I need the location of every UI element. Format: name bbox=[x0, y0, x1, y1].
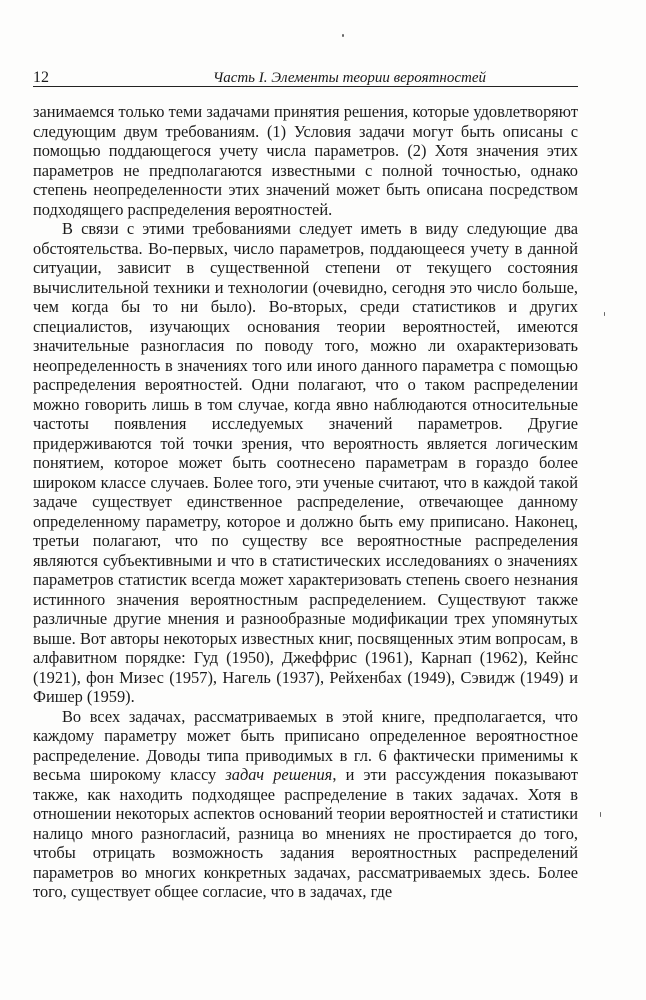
print-speck bbox=[604, 312, 605, 316]
body-text bbox=[33, 102, 578, 902]
chapter-title: Часть I. Элементы теории вероятностей bbox=[212, 70, 486, 86]
paragraph-requirements: В связи с этими требованиями следует иметь в виду следующие два обстоятельства. Во-первых, число параметров, поддающееся учету в данной ситуации, зависит в существенной степени от текущего состояния вычислительной техники и технологии (очевидно, сегодня это число больше, чем когда бы то ни было). Во-вторых, среди статистиков и других специалистов, изучающих основания теории вероятностей, имеются значительные разногласия по поводу того, можно ли охарактеризовать неопределенность в значениях того или иного данного параметра с помощью распределения вероятностей. Одни полагают, что о таком распределении можно говорить лишь в том случае, когда явно наблюдаются относительные частоты появления исследуемых значений параметров. Другие придерживаются той точки зрения, что вероятность является логическим понятием, которое может быть соотнесено параметрам в гораздо более широком классе случаев. Более того, эти ученые считают, что в каждой такой задаче существует единственное распределение, отвечающее данному определенному параметру, которое и должно быть ему приписано. Наконец, третьи полагают, что по существу все вероятностные распределения являются субъективными и что в статистических исследованиях о значениях параметров статистик всегда может характеризовать степень своего незнания истинного значения вероятностным распределением. Существуют также различные другие мнения и разнообразные модификации трех упомянутых выше. Вот авторы некоторых известных книг, посвященных этим вопросам, в алфавитном порядке: Гуд (1950), Джеффрис (1961), Карнап (1962), Кейнс (1921), фон Мизес (1957), Нагель (1937), Рейхенбах (1949), Сэвидж (1949) и Фишер (1959). bbox=[33, 219, 578, 706]
italic-term: задач решения bbox=[225, 765, 333, 784]
running-head bbox=[33, 64, 578, 87]
print-speck bbox=[342, 34, 344, 37]
print-speck bbox=[600, 812, 601, 817]
paragraph-text-start: Во всех задачах, рассматриваемых в этой книге, предполагается, что каждому параметру может быть приписано определенное вероятностное распределение. Доводы типа приводимых в гл. 6 фактически применимы к весьма широкому классу bbox=[33, 706, 578, 784]
paragraph-continuation: занимаемся только теми задачами принятия решения, которые удовлетворяют следующим двум требованиям. (1) Условия задачи могут быть описаны с помощью поддающегося учету числа параметров. (2) Хотя значения этих параметров не предполагаются известными с полной точностью, однако степень неопределенности этих значений может быть описана посредством подходящего распределения вероятностей. bbox=[33, 102, 578, 219]
page-number: 12 bbox=[33, 69, 49, 86]
paragraph-text-end: , и эти рассуждения показывают также, как находить подходящее распределение в таких задачах. Хотя в отношении некоторых аспектов оснований теории вероятностей и статистики налицо много разногласий, разница во мнениях не простирается до того, чтобы отрицать возможность задания вероятностных распределений параметров во многих конкретных задачах, рассматриваемых здесь. Более того, существует общее согласие, что в задачах, где bbox=[33, 765, 579, 901]
paragraph-all-problems bbox=[33, 707, 578, 902]
